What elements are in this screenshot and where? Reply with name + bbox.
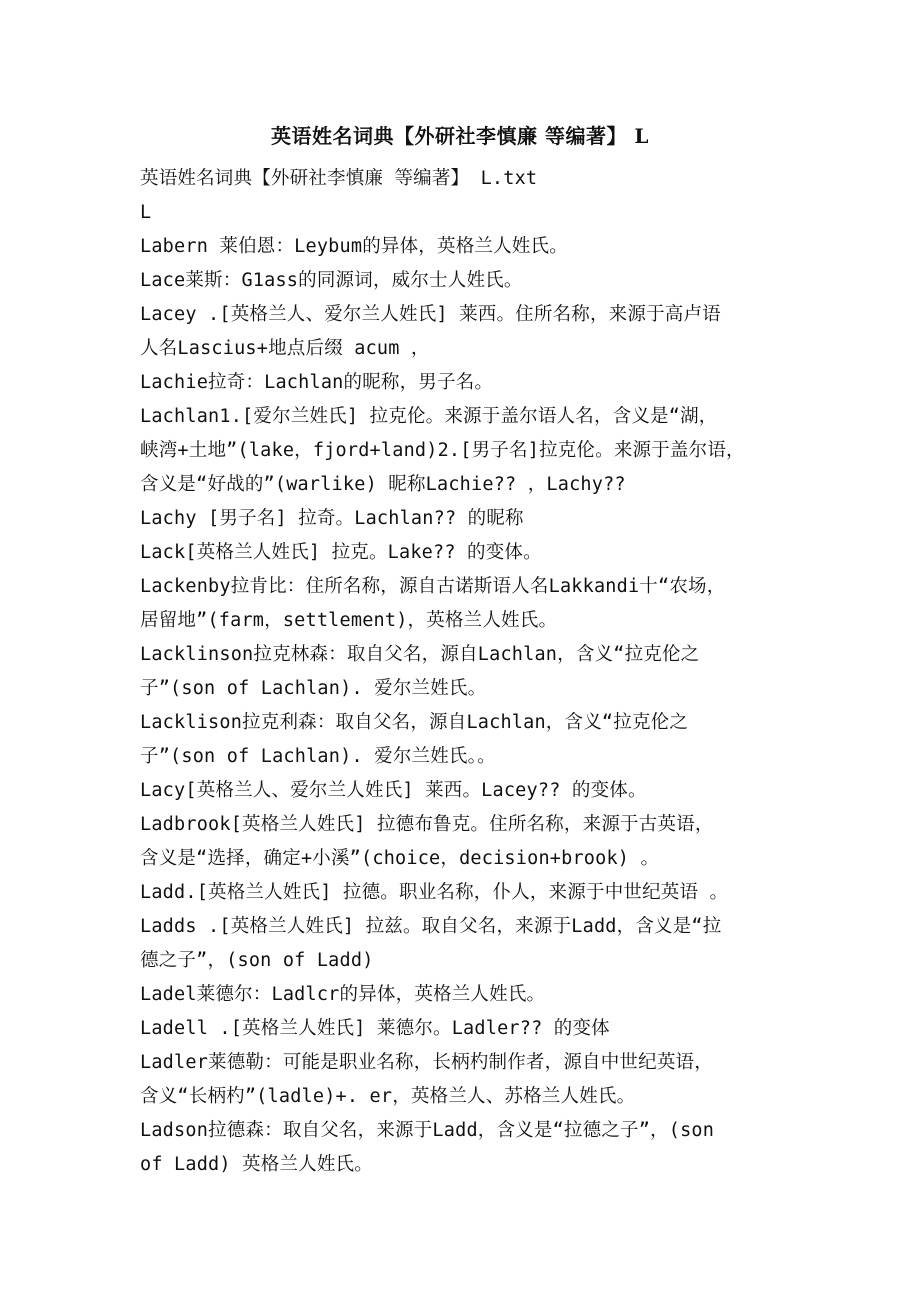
text-line: Lacey .[英格兰人、爱尔兰人姓氏] 莱西。住所名称，来源于高卢语	[140, 304, 721, 325]
text-line: Labern 莱伯恩：Leybum的异体，英格兰人姓氏。	[140, 236, 568, 257]
text-line: Ladson拉德森：取自父名，来源于Ladd，含义是“拉德之子”，(son	[140, 1120, 715, 1141]
text-line: 居留地”(farm，settlement)，英格兰人姓氏。	[140, 610, 558, 631]
text-line: 含义是“选择，确定+小溪”(choice，decision+brook) 。	[140, 848, 660, 869]
text-line: 子”(son of Lachlan). 爱尔兰姓氏。。	[140, 746, 496, 767]
document-body	[140, 162, 800, 1182]
text-line: Lackenby拉肯比：住所名称，源自古诺斯语人名Lakkandi十“农场，	[140, 576, 726, 597]
text-line: Lack[英格兰人姓氏] 拉克。Lake?? 的变体。	[140, 542, 542, 563]
text-line: Lachy [男子名] 拉奇。Lachlan?? 的昵称	[140, 508, 524, 529]
text-line: 子”(son of Lachlan). 爱尔兰姓氏。	[140, 678, 487, 699]
document-title: 英语姓名词典【外研社李慎廉 等编著】 L	[271, 124, 649, 148]
text-line: 德之子”，(son of Ladd)	[140, 950, 374, 971]
text-line: Ladds .[英格兰人姓氏] 拉兹。取自父名，来源于Ladd，含义是“拉	[140, 916, 722, 937]
text-line: Ladbrook[英格兰人姓氏] 拉德布鲁克。住所名称，来源于古英语，	[140, 814, 714, 835]
text-line: 人名Lascius+地点后缀 acum ，	[140, 338, 430, 359]
text-line: Ladd.[英格兰人姓氏] 拉德。职业名称，仆人，来源于中世纪英语 。	[140, 882, 729, 903]
text-line: Lace莱斯：G1ass的同源词，威尔士人姓氏。	[140, 270, 523, 291]
text-line: Lacklinson拉克林森：取自父名，源自Lachlan，含义“拉克伦之	[140, 644, 700, 665]
text-line: Lacklison拉克利森：取自父名，源自Lachlan，含义“拉克伦之	[140, 712, 689, 733]
text-line: 英语姓名词典【外研社李慎廉 等编著】 L.txt	[140, 168, 538, 189]
text-line: Ladler莱德勒：可能是职业名称，长柄杓制作者，源自中世纪英语，	[140, 1052, 713, 1073]
text-line: 含义“长柄杓”(ladle)+. er，英格兰人、苏格兰人姓氏。	[140, 1086, 636, 1107]
text-line: L	[140, 202, 152, 223]
text-line: Ladel莱德尔：Ladlcr的异体，英格兰人姓氏。	[140, 984, 546, 1005]
text-line: Lachlan1.[爱尔兰姓氏] 拉克伦。来源于盖尔语人名，含义是“湖，	[140, 406, 718, 427]
text-line: of Ladd) 英格兰人姓氏。	[140, 1154, 373, 1175]
text-line: 含义是“好战的”(warlike) 昵称Lachie?? ，Lachy??	[140, 474, 626, 495]
text-line: Lacy[英格兰人、爱尔兰人姓氏] 莱西。Lacey?? 的变体。	[140, 780, 647, 801]
text-line: Ladell .[英格兰人姓氏] 莱德尔。Ladler?? 的变体	[140, 1018, 610, 1039]
text-line: Lachie拉奇：Lachlan的昵称，男子名。	[140, 372, 494, 393]
text-line: 峡湾+土地”(lake，fjord+land)2.[男子名]拉克伦。来源于盖尔语，	[140, 440, 745, 461]
